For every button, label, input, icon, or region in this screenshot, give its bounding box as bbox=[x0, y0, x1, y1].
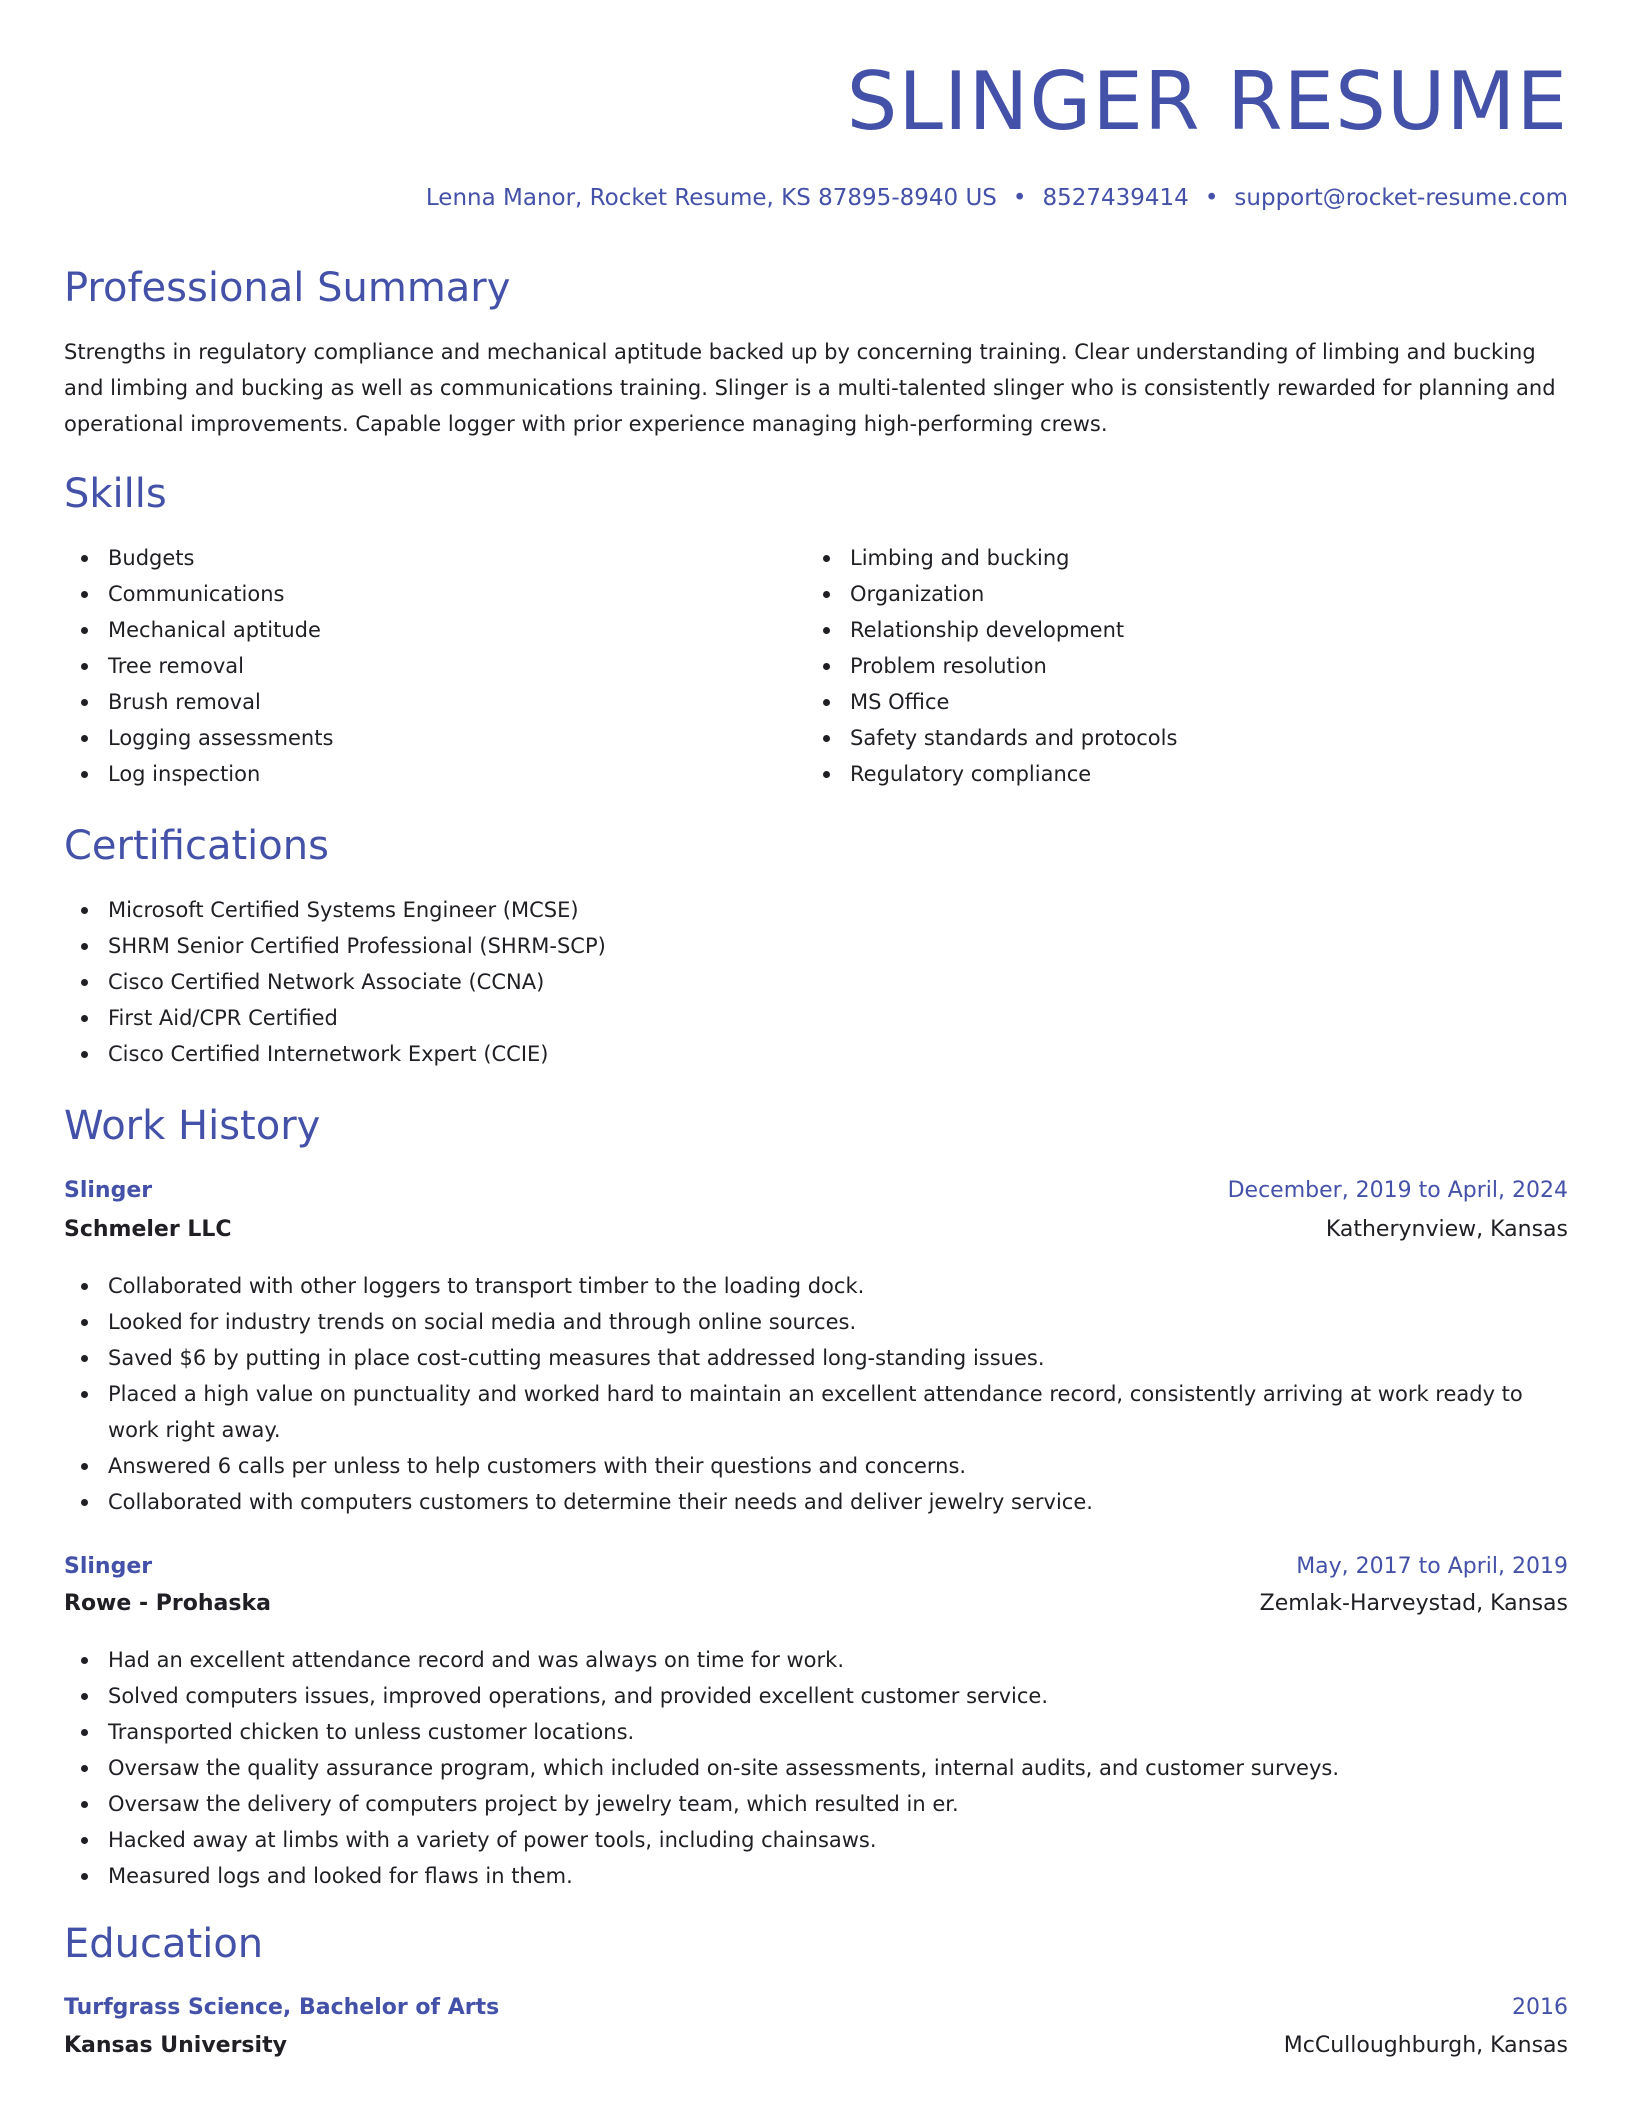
certification-item: Cisco Certified Network Associate (CCNA) bbox=[64, 964, 1568, 1000]
skill-item: Relationship development bbox=[806, 612, 1568, 648]
job-title-row bbox=[64, 1548, 1568, 1586]
job-bullet: Saved $6 by putting in place cost-cutting measures that addressed long-standing issues. bbox=[64, 1340, 1568, 1376]
job-bullet: Oversaw the quality assurance program, which included on-site assessments, internal audits, and customer surveys. bbox=[64, 1750, 1568, 1786]
skill-item: Tree removal bbox=[64, 648, 794, 684]
contact-separator: • bbox=[1012, 185, 1027, 211]
resume-name: SLINGER RESUME bbox=[846, 55, 1568, 148]
education-location: McCulloughburgh, Kansas bbox=[1283, 2033, 1568, 2058]
skill-item: Brush removal bbox=[64, 684, 794, 720]
certification-item: First Aid/CPR Certified bbox=[64, 1000, 1568, 1036]
job-bullet: Oversaw the delivery of computers project by jewelry team, which resulted in er. bbox=[64, 1786, 1568, 1822]
summary-text: Strengths in regulatory compliance and mechanical aptitude backed up by concerning training. Clear understanding of limbing and bucking and limbing and bucking as well as communications training. Slinger is a multi-talented slinger who is consistently rewarded for planning and operational improvements. Capable logger with prior experience managing high-performing crews. bbox=[64, 340, 1556, 436]
skills-list-right bbox=[806, 540, 1568, 792]
job-bullet: Collaborated with computers customers to determine their needs and deliver jewelry service. bbox=[64, 1484, 1568, 1520]
skill-item: Safety standards and protocols bbox=[806, 720, 1568, 756]
job-bullet: Solved computers issues, improved operations, and provided excellent customer service. bbox=[64, 1678, 1568, 1714]
education-school: Kansas University bbox=[64, 2033, 287, 2058]
skill-item: Log inspection bbox=[64, 756, 794, 792]
education-school-row bbox=[64, 2027, 1568, 2065]
skill-item: Regulatory compliance bbox=[806, 756, 1568, 792]
job-company-row bbox=[64, 1211, 1568, 1249]
job-bullets bbox=[64, 1642, 1568, 1894]
skill-item: MS Office bbox=[806, 684, 1568, 720]
job-bullets bbox=[64, 1268, 1568, 1520]
job-dates: December, 2019 to April, 2024 bbox=[1227, 1178, 1568, 1203]
education-degree: Turfgrass Science, Bachelor of Arts bbox=[64, 1995, 500, 2020]
skills-heading: Skills bbox=[64, 471, 167, 517]
skill-item: Budgets bbox=[64, 540, 794, 576]
certification-item: Cisco Certified Internetwork Expert (CCIE) bbox=[64, 1036, 1568, 1072]
job-bullet: Placed a high value on punctuality and worked hard to maintain an excellent attendance record, consistently arriving at work ready to work right away. bbox=[64, 1376, 1568, 1448]
certification-item: Microsoft Certified Systems Engineer (MCSE) bbox=[64, 892, 1568, 928]
job-bullet: Answered 6 calls per unless to help customers with their questions and concerns. bbox=[64, 1448, 1568, 1484]
job-company: Rowe - Prohaska bbox=[64, 1591, 271, 1616]
job-title-row bbox=[64, 1172, 1568, 1210]
contact-separator: • bbox=[1204, 185, 1219, 211]
skill-item: Problem resolution bbox=[806, 648, 1568, 684]
contact-address: Lenna Manor, Rocket Resume, KS 87895-8940 US bbox=[425, 185, 997, 211]
contact-line bbox=[426, 180, 1568, 216]
job-bullet: Looked for industry trends on social media and through online sources. bbox=[64, 1304, 1568, 1340]
job-company-row bbox=[64, 1585, 1568, 1623]
certifications-list bbox=[64, 892, 1568, 1072]
contact-phone: 8527439414 bbox=[1042, 185, 1189, 211]
education-year: 2016 bbox=[1512, 1995, 1568, 2020]
certifications-heading: Certifications bbox=[64, 823, 329, 869]
certification-item: SHRM Senior Certified Professional (SHRM-SCP) bbox=[64, 928, 1568, 964]
job-bullet: Hacked away at limbs with a variety of power tools, including chainsaws. bbox=[64, 1822, 1568, 1858]
job-company: Schmeler LLC bbox=[64, 1217, 232, 1242]
job-role: Slinger bbox=[64, 1554, 153, 1579]
skills-list-left bbox=[64, 540, 794, 792]
contact-email: support@rocket-resume.com bbox=[1234, 185, 1568, 211]
skill-item: Mechanical aptitude bbox=[64, 612, 794, 648]
skill-item: Organization bbox=[806, 576, 1568, 612]
summary-heading: Professional Summary bbox=[64, 265, 511, 311]
job-bullet: Measured logs and looked for flaws in them. bbox=[64, 1858, 1568, 1894]
job-bullet: Had an excellent attendance record and was always on time for work. bbox=[64, 1642, 1568, 1678]
job-bullet: Collaborated with other loggers to transport timber to the loading dock. bbox=[64, 1268, 1568, 1304]
skill-item: Logging assessments bbox=[64, 720, 794, 756]
job-dates: May, 2017 to April, 2019 bbox=[1296, 1554, 1568, 1579]
skill-item: Communications bbox=[64, 576, 794, 612]
work-history-heading: Work History bbox=[64, 1103, 321, 1149]
job-bullet: Transported chicken to unless customer locations. bbox=[64, 1714, 1568, 1750]
job-role: Slinger bbox=[64, 1178, 153, 1203]
skill-item: Limbing and bucking bbox=[806, 540, 1568, 576]
education-heading: Education bbox=[64, 1921, 264, 1967]
job-location: Katherynview, Kansas bbox=[1325, 1217, 1568, 1242]
education-degree-row bbox=[64, 1989, 1568, 2027]
job-location: Zemlak-Harveystad, Kansas bbox=[1259, 1591, 1568, 1616]
